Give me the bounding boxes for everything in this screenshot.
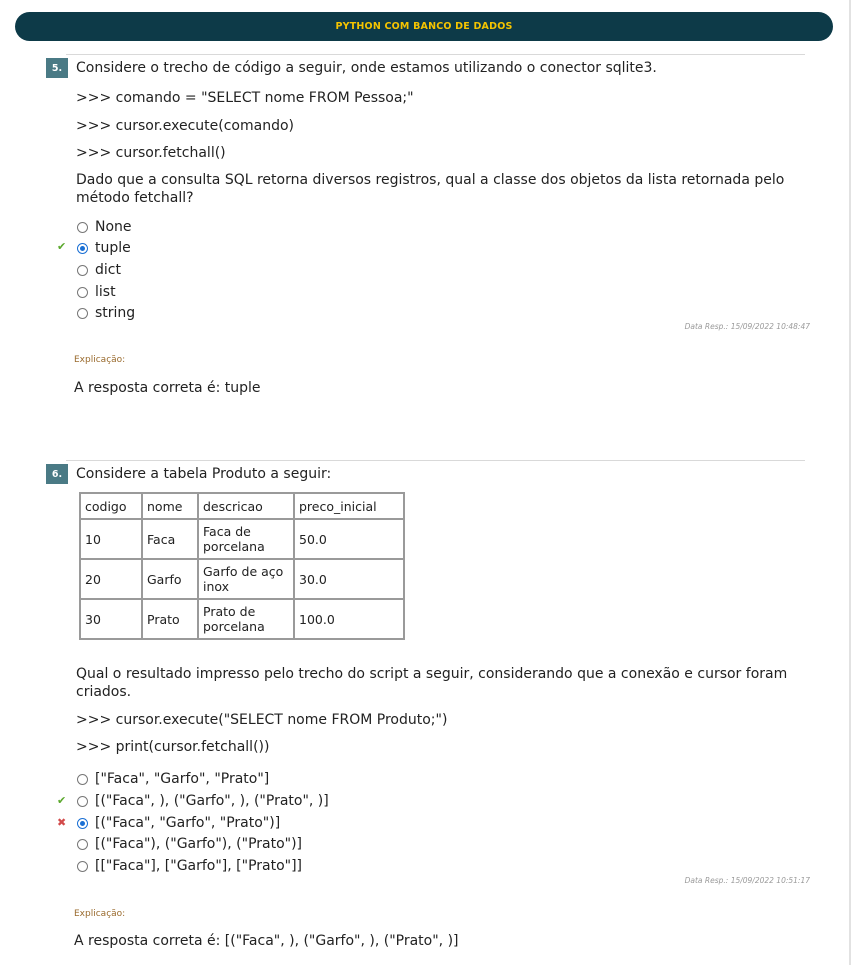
table-row [80, 519, 404, 559]
radio-button[interactable] [77, 839, 88, 850]
answer-option-label: ["Faca", "Garfo", "Prato"] [95, 771, 270, 787]
answer-option-label: string [95, 305, 136, 321]
table-cell: 20 [80, 559, 142, 599]
correct-check-icon: ✔ [57, 794, 67, 807]
answer-option[interactable] [77, 283, 116, 301]
question-number-badge: 5. [46, 58, 68, 78]
answer-option-selected[interactable] [77, 814, 280, 832]
code-line: >>> cursor.execute(comando) [76, 118, 294, 134]
table-cell: Garfo [142, 559, 198, 599]
answer-option-label: [("Faca", ), ("Garfo", ), ("Prato", )] [95, 793, 329, 809]
code-line: >>> cursor.fetchall() [76, 145, 226, 161]
radio-button[interactable] [77, 222, 88, 233]
table-cell: Garfo de aço inox [198, 559, 294, 599]
page-title-banner [15, 12, 833, 41]
code-line: >>> cursor.execute("SELECT nome FROM Produto;") [76, 712, 448, 728]
table-cell: Prato [142, 599, 198, 639]
answer-option[interactable] [77, 857, 302, 875]
answer-option[interactable] [77, 304, 135, 322]
question-statement: Considere o trecho de código a seguir, onde estamos utilizando o conector sqlite3. [76, 60, 657, 76]
table-row [80, 599, 404, 639]
explanation-label: Explicação: [74, 909, 126, 919]
table-header-row [80, 493, 404, 519]
radio-button-selected[interactable] [77, 818, 88, 829]
explanation-text: A resposta correta é: tuple [74, 380, 261, 396]
table-cell: Faca [142, 519, 198, 559]
answer-option-label: list [95, 284, 116, 300]
radio-button[interactable] [77, 861, 88, 872]
radio-button[interactable] [77, 796, 88, 807]
answer-option-label: [["Faca"], ["Garfo"], ["Prato"]] [95, 858, 303, 874]
answer-option-label: [("Faca"), ("Garfo"), ("Prato")] [95, 836, 303, 852]
table-header-cell: preco_inicial [294, 493, 404, 519]
code-line: >>> print(cursor.fetchall()) [76, 739, 270, 755]
table-cell: Faca de porcelana [198, 519, 294, 559]
explanation-text: A resposta correta é: [("Faca", ), ("Garfo", ), ("Prato", )] [74, 933, 459, 949]
radio-button[interactable] [77, 774, 88, 785]
page-title: PYTHON COM BANCO DE DADOS [335, 21, 513, 32]
answer-option-label: dict [95, 262, 121, 278]
table-cell: 30.0 [294, 559, 404, 599]
answer-option-label: tuple [95, 240, 131, 256]
question-number-badge: 6. [46, 464, 68, 484]
produto-table [79, 492, 405, 640]
table-cell: 30 [80, 599, 142, 639]
table-cell: 10 [80, 519, 142, 559]
table-cell: 50.0 [294, 519, 404, 559]
question-statement: Considere a tabela Produto a seguir: [76, 466, 332, 482]
answer-timestamp: Data Resp.: 15/09/2022 10:48:47 [684, 322, 810, 331]
answer-option-selected[interactable] [77, 239, 131, 257]
table-header-cell: descricao [198, 493, 294, 519]
radio-button[interactable] [77, 287, 88, 298]
answer-option[interactable] [77, 261, 121, 279]
answer-option-label: None [95, 219, 132, 235]
table-cell: 100.0 [294, 599, 404, 639]
answer-option[interactable] [77, 835, 302, 853]
table-row [80, 559, 404, 599]
table-header-cell: codigo [80, 493, 142, 519]
radio-button[interactable] [77, 265, 88, 276]
answer-timestamp: Data Resp.: 15/09/2022 10:51:17 [684, 876, 810, 885]
question-text: Qual o resultado impresso pelo trecho do script a seguir, considerando que a conexão e cursor foram criados. [76, 666, 788, 700]
question-divider [66, 54, 805, 55]
answer-option[interactable] [77, 218, 132, 236]
radio-button-selected[interactable] [77, 243, 88, 254]
table-cell: Prato de porcelana [198, 599, 294, 639]
question-text: Dado que a consulta SQL retorna diversos registros, qual a classe dos objetos da lista retornada pelo método fetchall? [76, 172, 785, 206]
answer-option[interactable] [77, 792, 329, 810]
radio-button[interactable] [77, 308, 88, 319]
answer-option[interactable] [77, 770, 269, 788]
code-line: >>> comando = "SELECT nome FROM Pessoa;" [76, 90, 414, 106]
answer-option-label: [("Faca", "Garfo", "Prato")] [95, 815, 281, 831]
question-divider [66, 460, 805, 461]
wrong-cross-icon: ✖ [57, 816, 67, 829]
table-header-cell: nome [142, 493, 198, 519]
correct-check-icon: ✔ [57, 240, 67, 253]
explanation-label: Explicação: [74, 355, 126, 365]
